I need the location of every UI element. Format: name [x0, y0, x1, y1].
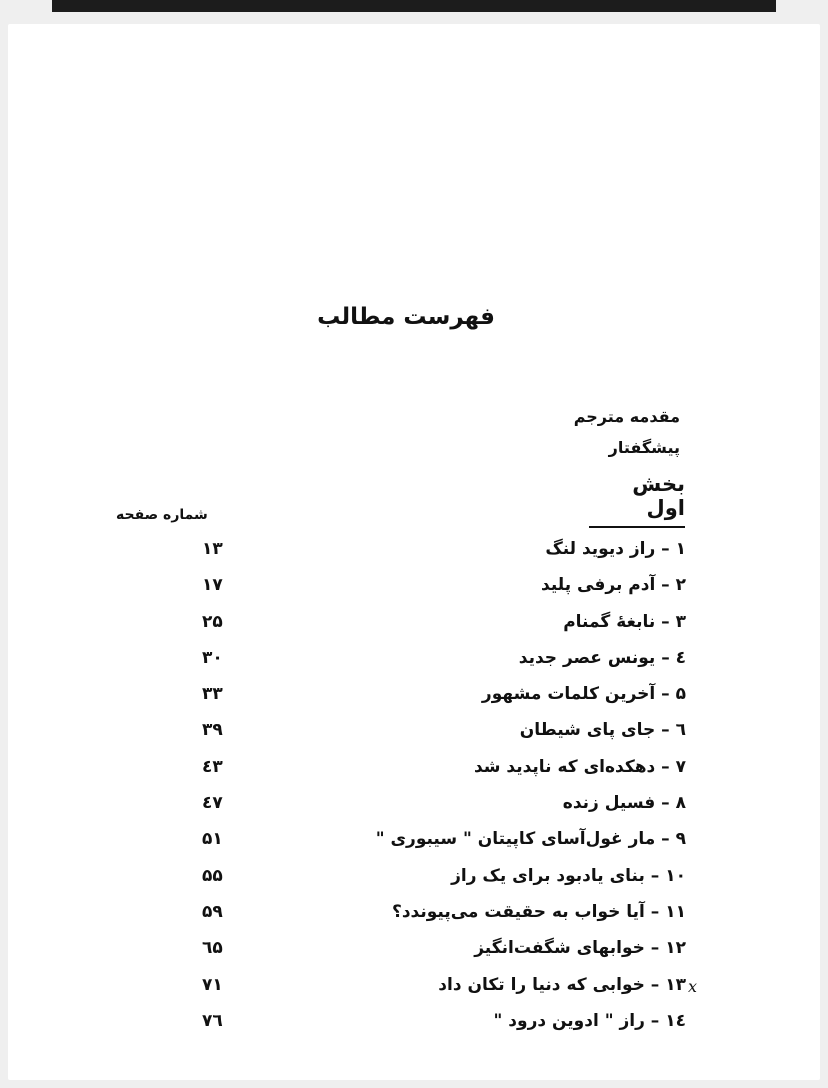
toc-entry-page: ۱۷	[202, 575, 223, 596]
toc-entry-title: ۱۳ – خوابی که دنیا را تکان داد	[438, 974, 686, 995]
page-number-column-header: شماره صفحه	[116, 507, 208, 523]
toc-entry	[8, 902, 820, 938]
toc-entry	[8, 975, 820, 1011]
toc-entry-title: ۱۱ – آیا خواب به حقیقت می‌پیوندد؟	[391, 901, 686, 922]
toc-entry	[8, 575, 820, 611]
toc-entry	[8, 793, 820, 829]
toc-entry-title: ۱۰ – بنای یادبود برای یک راز	[451, 865, 686, 886]
toc-entry	[8, 648, 820, 684]
toc-entry	[8, 757, 820, 793]
toc-entry-page: ٤۷	[202, 793, 223, 814]
document-page	[8, 24, 820, 1080]
toc-entry-title: ۱۲ – خوابهای شگفت‌انگیز	[474, 938, 686, 959]
toc-entry-page: ٤۳	[202, 756, 223, 777]
toc-entry	[8, 829, 820, 865]
dark-top-edge	[52, 0, 776, 12]
toc-list	[8, 539, 820, 1047]
toc-entry-page: ۳۳	[202, 684, 223, 705]
toc-entry-page: ۳۹	[202, 720, 223, 741]
front-matter-preface: پیشگفتار	[608, 438, 680, 457]
toc-entry-page: ۵۵	[202, 865, 223, 886]
front-matter-translator-intro: مقدمه مترجم	[573, 407, 680, 426]
part-title: بخش اول	[589, 472, 685, 528]
toc-entry	[8, 720, 820, 756]
toc-entry-title: ١٤ – راز " ادوین درود "	[493, 1010, 686, 1031]
toc-entry	[8, 684, 820, 720]
toc-entry	[8, 612, 820, 648]
toc-entry-title: ١ – راز دیوید لنگ	[545, 539, 686, 559]
toc-entry-title: ۲ – آدم برفی پلید	[541, 575, 686, 596]
toc-entry-title: ٦ – جای پای شیطان	[519, 720, 686, 741]
toc-entry-page: ۷۱	[202, 974, 223, 995]
toc-entry-title: ۳ – نابغهٔ گمنام	[563, 611, 686, 632]
page-heading: فهرست مطالب	[317, 304, 495, 330]
toc-entry-page: ۲۵	[202, 611, 223, 632]
handwritten-mark: x	[688, 976, 698, 996]
toc-entry-title: ٤ – یونس عصر جدید	[518, 647, 686, 668]
toc-entry	[8, 1011, 820, 1047]
toc-entry-title: ۹ – مار غول‌آسای کاپیتان " سیبوری "	[375, 829, 686, 850]
toc-entry-title: ۸ – فسیل زنده	[562, 793, 686, 814]
toc-entry	[8, 866, 820, 902]
toc-entry-page: ٦۵	[202, 938, 223, 959]
toc-entry	[8, 938, 820, 974]
toc-entry-title: ۵ – آخرین کلمات مشهور	[481, 684, 686, 705]
toc-entry-page: ۵۹	[202, 901, 223, 922]
toc-entry-page: ۳۰	[202, 647, 223, 668]
toc-entry-page: ۱۳	[202, 539, 223, 559]
toc-entry	[8, 539, 820, 575]
toc-entry-title: ۷ – دهکده‌ای که ناپدید شد	[473, 756, 686, 777]
toc-entry-page: ۷٦	[202, 1010, 223, 1031]
toc-entry-page: ۵۱	[202, 829, 223, 850]
